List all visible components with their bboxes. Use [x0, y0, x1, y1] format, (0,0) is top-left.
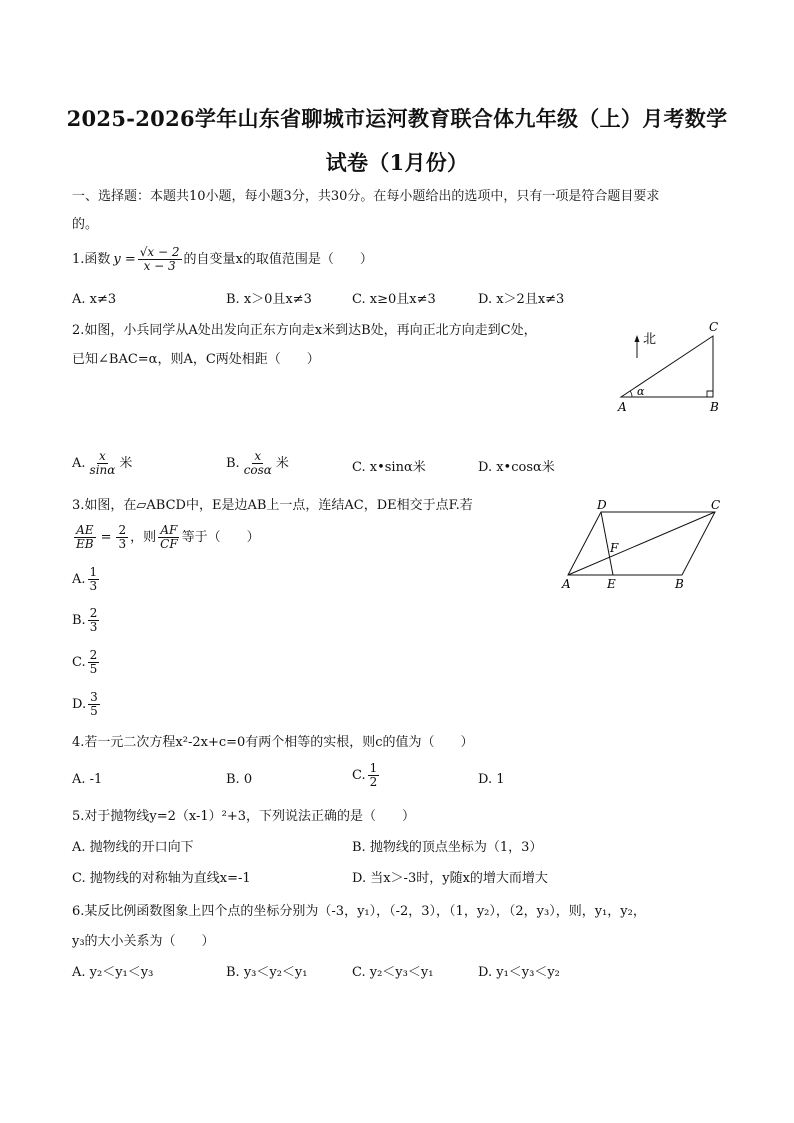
q4-stem: 4.若一元二次方程x²-2x+c=0有两个相等的实根，则c的值为（ ） — [72, 735, 474, 750]
q2-stem-line-1: 2.如图，小兵同学从A处出发向正东方向走x米到达B处，再向正北方向走到C处， — [72, 323, 537, 338]
q1-formula-y: y = — [113, 251, 136, 267]
q3-option-b-fraction — [88, 607, 100, 634]
diagonal-ac — [568, 512, 715, 575]
q3-option-c-denominator: 5 — [89, 662, 98, 676]
q3-option-b-numerator: 2 — [89, 606, 98, 620]
q3-option-d-label: D. — [72, 696, 87, 712]
angle-alpha-arc — [630, 391, 632, 397]
q3-option-a — [72, 566, 101, 593]
q5-option-b: B. 抛物线的顶点坐标为（1，3） — [352, 840, 543, 855]
q2-option-a-denominator: sinα — [89, 463, 116, 477]
q4-option-c — [352, 762, 381, 789]
q4-option-b: B. 0 — [226, 772, 253, 787]
q1-option-a: A. x≠3 — [72, 292, 117, 307]
q4-option-a: A. -1 — [72, 772, 103, 787]
q2-option-a-unit: 米 — [119, 455, 133, 471]
north-arrow-head — [635, 335, 640, 342]
vertex-d-label: D — [597, 498, 607, 512]
q3-stem-line-2 — [72, 524, 260, 551]
q1-fraction-numerator: √x − 2 — [139, 245, 180, 259]
q2-option-c: C. x•sinα米 — [352, 460, 426, 475]
q3-parallelogram-figure — [555, 495, 730, 595]
q4-option-c-denominator: 2 — [369, 775, 378, 789]
q2-option-d: D. x•cosα米 — [478, 460, 555, 475]
q3-option-a-fraction — [88, 566, 100, 593]
vertex-c-label: C — [711, 498, 721, 512]
angle-alpha-label: α — [637, 385, 645, 398]
q1-option-c: C. x≥0且x≠3 — [352, 292, 436, 307]
q3-option-c — [72, 649, 101, 676]
section-header-line-1: 一、选择题：本题共10小题，每小题3分，共30分。在每小题给出的选项中，只有一项是符合题目要求 — [72, 189, 660, 204]
point-f-label: F — [610, 541, 619, 555]
q3-stem-line-1: 3.如图，在▱ABCD中，E是边AB上一点，连结AC，DE相交于点F.若 — [72, 498, 473, 513]
q2-option-a-label: A. — [72, 455, 86, 471]
north-label: 北 — [643, 332, 657, 347]
q3-ask-fraction — [158, 524, 180, 551]
vertex-b-label: B — [710, 400, 719, 414]
q2-option-b-fraction — [242, 450, 274, 477]
q3-option-d-denominator: 5 — [90, 704, 98, 718]
q2-option-b — [226, 450, 289, 477]
title-line-2: 试卷（1月份） — [325, 150, 469, 175]
q1-option-b: B. x＞0且x≠3 — [226, 292, 312, 307]
q6-stem-line-1: 6.某反比例函数图象上四个点的坐标分别为（-3，y₁），（-2，3），（1，y₂），（2，y₃），则，y₁，y₂， — [72, 904, 646, 919]
q5-option-d: D. 当x＞-3时，y随x的增大而增大 — [352, 871, 548, 886]
q3-option-a-denominator: 3 — [89, 579, 98, 593]
triangle-abc — [621, 336, 713, 397]
q3-option-c-label: C. — [72, 654, 86, 670]
q6-stem-line-2: y₃的大小关系为（ ） — [72, 934, 215, 949]
q3-option-b-label: B. — [72, 612, 86, 628]
title-line-1: 2025-2026学年山东省聊城市运河教育联合体九年级（上）月考数学 — [66, 106, 728, 131]
q2-option-a-fraction — [88, 450, 118, 477]
q4-option-c-label: C. — [352, 767, 366, 783]
q2-option-b-denominator: cosα — [243, 463, 272, 477]
q3-option-d-numerator: 3 — [90, 690, 98, 704]
q3-option-a-numerator: 1 — [89, 565, 98, 579]
q2-stem-line-2: 已知∠BAC=α，则A，C两处相距（ ） — [72, 352, 320, 367]
q3-condition-denominator-1: EB — [76, 537, 94, 551]
q3-option-b-denominator: 3 — [89, 620, 98, 634]
q4-option-c-fraction — [368, 762, 380, 789]
q3-option-b — [72, 607, 101, 634]
q3-condition-fraction-1 — [74, 524, 96, 551]
q1-prefix: 1.函数 — [72, 251, 111, 267]
q3-condition-numerator-1: AE — [76, 523, 94, 537]
q1-option-d: D. x＞2且x≠3 — [478, 292, 565, 307]
q1-fraction-denominator: x − 3 — [143, 259, 176, 273]
q1-fraction — [138, 246, 182, 273]
right-angle-mark — [707, 391, 713, 397]
q6-option-d: D. y₁＜y₃＜y₂ — [478, 965, 560, 980]
q4-option-d: D. 1 — [478, 772, 505, 787]
q2-triangle-figure — [605, 315, 735, 420]
q3-condition-denominator-2: 3 — [118, 537, 127, 551]
q2-option-b-unit: 米 — [275, 455, 289, 471]
q3-condition-numerator-2: 2 — [118, 523, 127, 537]
q3-option-d-fraction — [88, 691, 100, 718]
q3-option-a-label: A. — [72, 571, 86, 587]
section-header-line-2: 的。 — [72, 217, 99, 232]
q3-ask-numerator: AF — [160, 523, 178, 537]
vertex-a-label: A — [618, 400, 627, 414]
q3-then: ，则 — [130, 529, 157, 545]
q3-option-c-numerator: 2 — [89, 648, 98, 662]
vertex-c-label: C — [709, 320, 719, 334]
q3-option-d — [72, 691, 102, 718]
q2-option-a-numerator: x — [99, 449, 106, 463]
q4-option-c-numerator: 1 — [369, 761, 378, 775]
question-1-stem — [72, 246, 373, 273]
vertex-a-label: A — [562, 577, 571, 591]
q6-option-b: B. y₃＜y₂＜y₁ — [226, 965, 308, 980]
q3-option-c-fraction — [88, 649, 100, 676]
q2-option-a — [72, 450, 132, 477]
q3-ask-denominator: CF — [160, 537, 178, 551]
q5-option-c: C. 抛物线的对称轴为直线x=-1 — [72, 871, 251, 886]
q6-option-c: C. y₂＜y₃＜y₁ — [352, 965, 434, 980]
q2-option-b-numerator: x — [254, 449, 262, 463]
q3-equals: = — [100, 529, 112, 545]
point-e-label: E — [607, 577, 616, 591]
q5-stem: 5.对于抛物线y=2（x-1）²+3，下列说法正确的是（ ） — [72, 809, 416, 824]
q6-option-a: A. y₂＜y₁＜y₃ — [72, 965, 154, 980]
vertex-b-label: B — [675, 577, 684, 591]
q3-ask-tail: 等于（ ） — [181, 529, 260, 545]
q2-option-b-label: B. — [226, 455, 240, 471]
q5-option-a: A. 抛物线的开口向下 — [72, 840, 194, 855]
q1-suffix: 的自变量x的取值范围是（ ） — [183, 251, 373, 267]
q3-condition-fraction-2 — [116, 524, 128, 551]
